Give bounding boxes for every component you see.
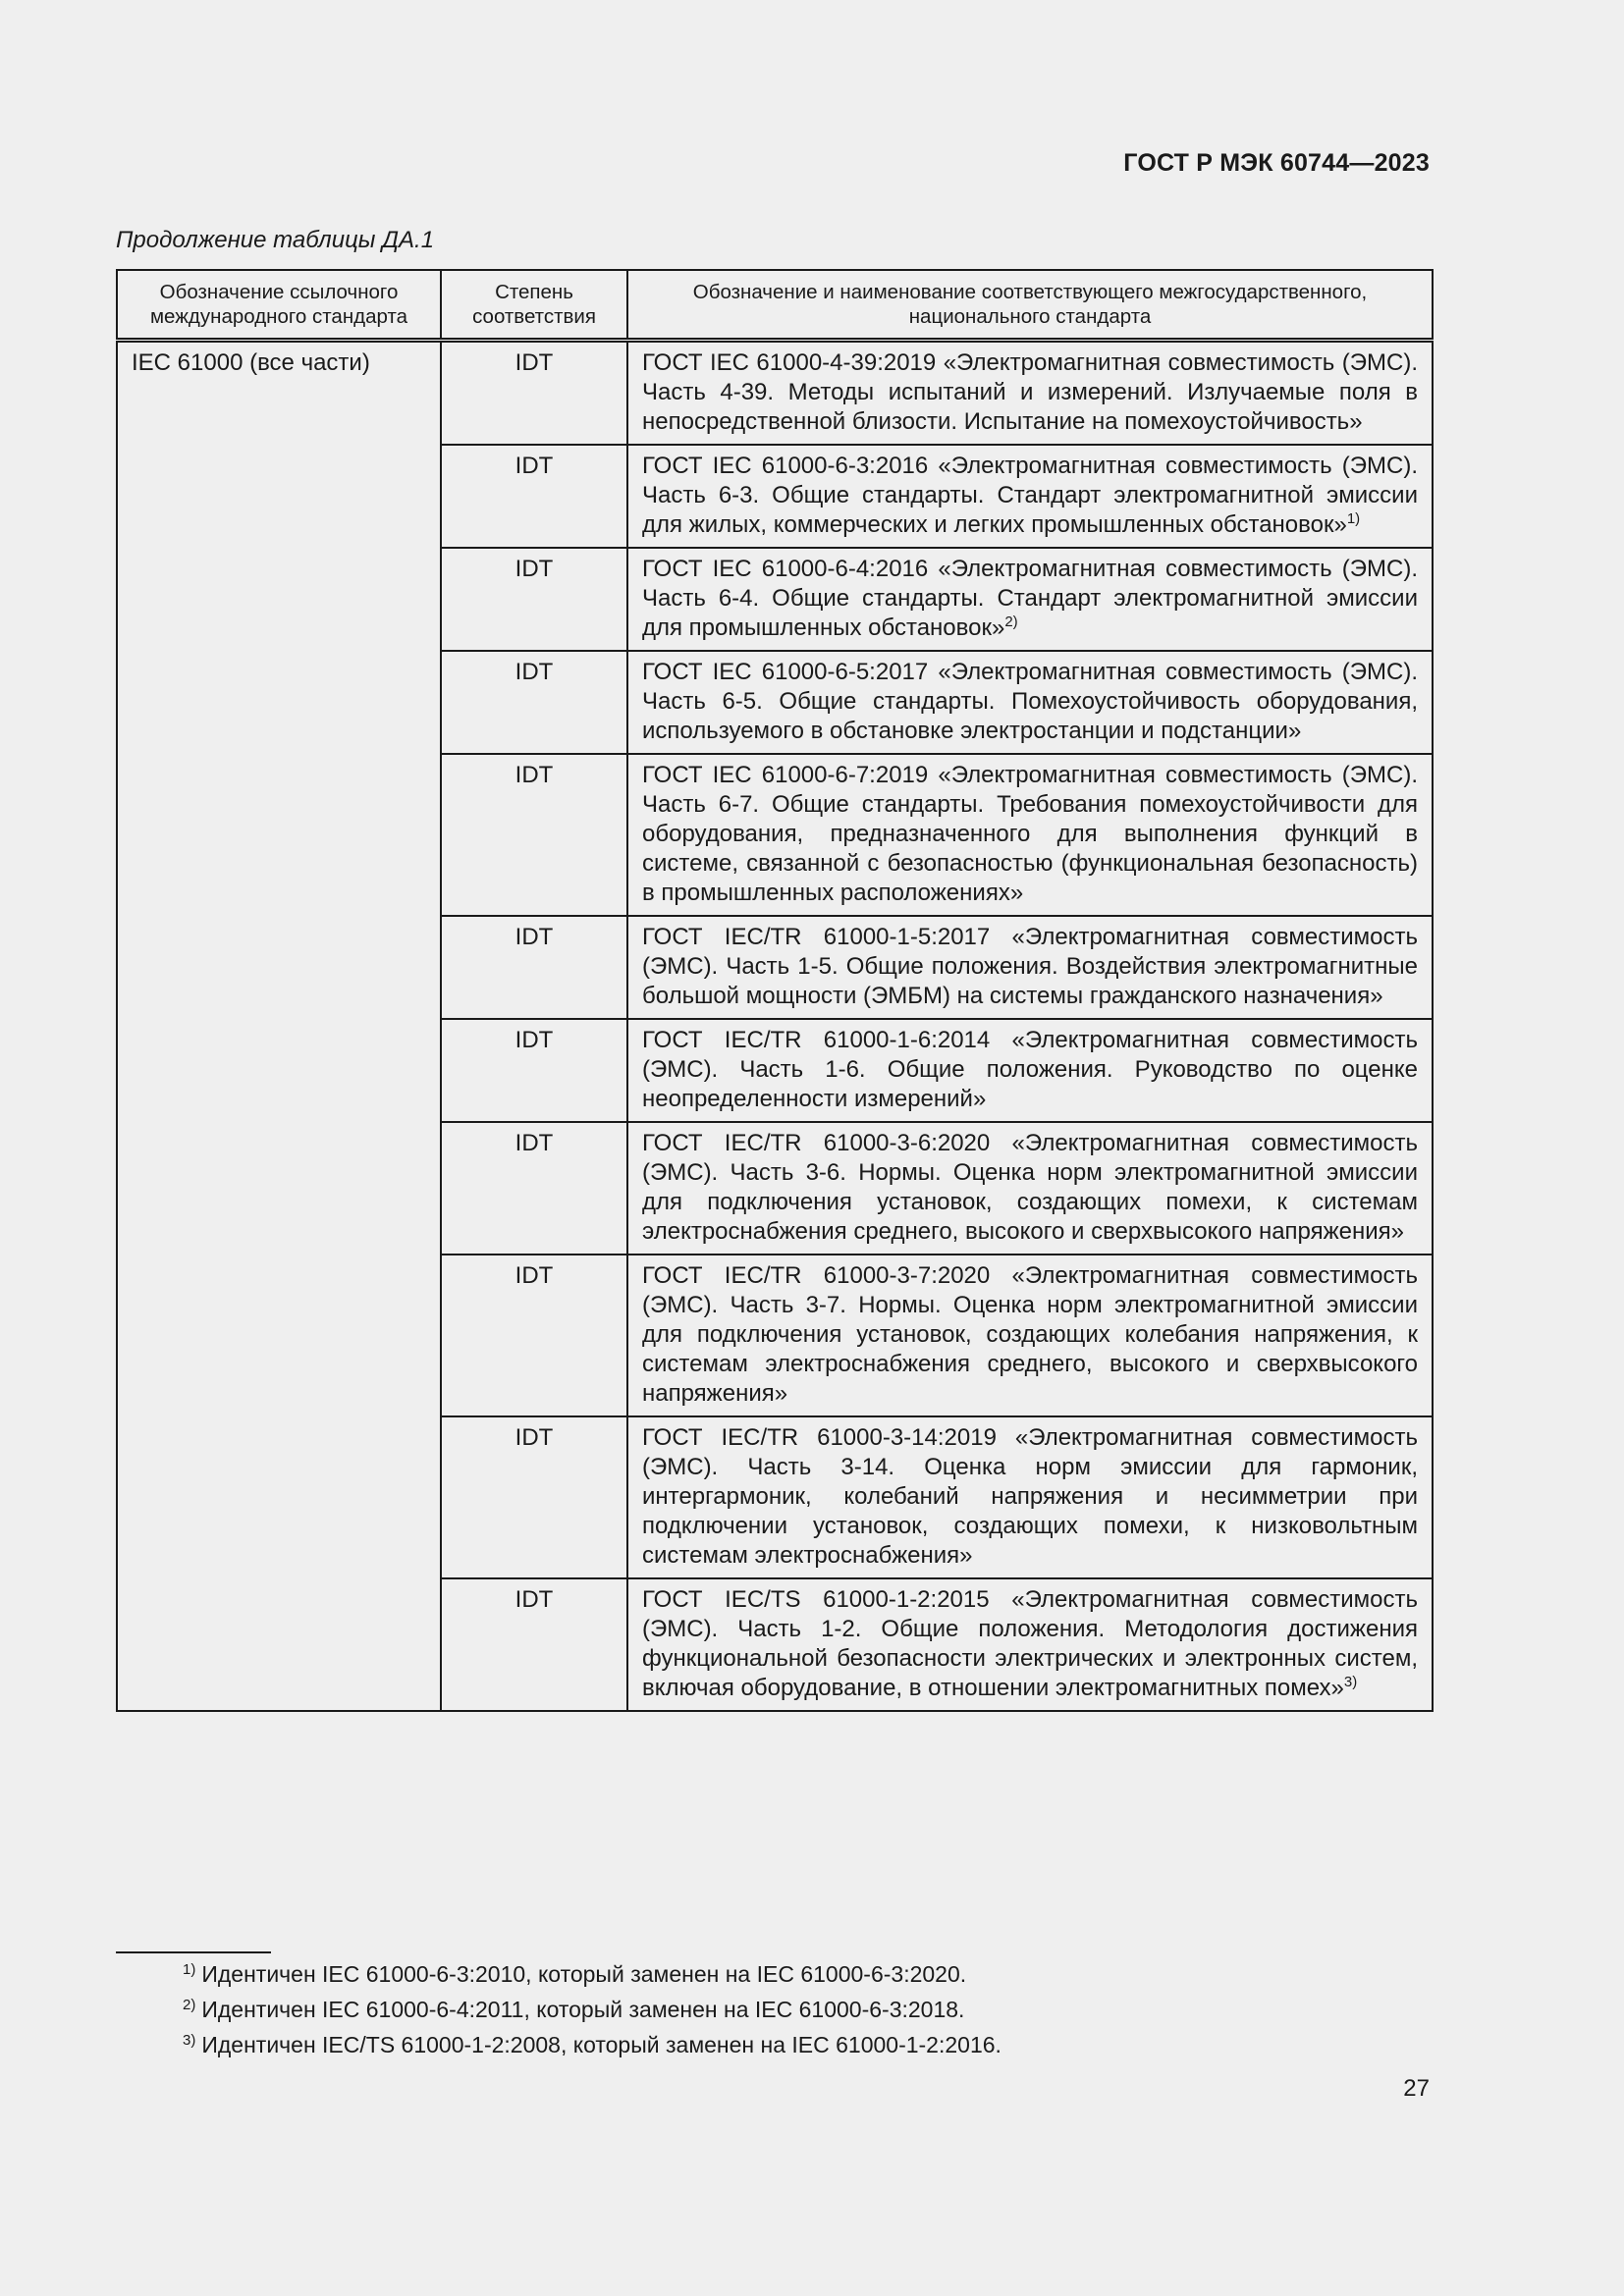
standards-table: [116, 269, 1434, 1712]
page-number: 27: [1403, 2075, 1430, 2102]
footnote-reference: 3): [1343, 1673, 1358, 1690]
standard-description-text: ГОСТ IEC/TR 61000-3-14:2019 «Электромагнитная совместимость (ЭМС). Часть 3-14. Оценка норм эмиссии для гармоник, интергармоник, колебаний напряжения и несимметрии при подключении установок, создающих помехи, к низковольтным системам электроснабжения»: [642, 1423, 1418, 1569]
table-caption: Продолжение таблицы ДА.1: [116, 227, 435, 253]
degree-cell: IDT: [441, 548, 627, 651]
footnote-divider: [116, 1951, 271, 1953]
standard-description-cell: [627, 1578, 1433, 1711]
footnote-mark: 1): [183, 1961, 196, 1978]
table-header-row: [117, 270, 1433, 340]
standard-description-text: ГОСТ IEC 61000-6-3:2016 «Электромагнитная совместимость (ЭМС). Часть 6-3. Общие стандарты. Стандарт электромагнитной эмиссии для жилых, коммерческих и легких промышленных обстановок»: [642, 452, 1418, 538]
degree-cell: IDT: [441, 916, 627, 1019]
standard-description-cell: [627, 916, 1433, 1019]
standard-description-text: ГОСТ IEC/TS 61000-1-2:2015 «Электромагнитная совместимость (ЭМС). Часть 1-2. Общие положения. Методология достижения функциональной безопасности электрических и электронных систем, включая оборудование, в отношении электромагнитных помех»: [642, 1585, 1418, 1701]
degree-cell: IDT: [441, 1416, 627, 1578]
degree-cell: IDT: [441, 340, 627, 445]
standard-description-text: ГОСТ IEC 61000-6-7:2019 «Электромагнитная совместимость (ЭМС). Часть 6-7. Общие стандарты. Требования помехоустойчивости для оборудования, предназначенного для выполнения функций в системе, связанной с безопасностью (функциональная безопасность) в промышленных расположениях»: [642, 761, 1418, 906]
column-header-degree: Степень соответствия: [441, 270, 627, 340]
footnote-reference: 2): [1004, 613, 1018, 630]
reference-standard-cell: IEC 61000 (все части): [117, 340, 441, 1711]
footnote-text: Идентичен IEC/TS 61000-1-2:2008, который заменен на IEC 61000-1-2:2016.: [201, 2032, 1001, 2057]
table-body: [117, 340, 1433, 1711]
standard-description-cell: [627, 754, 1433, 916]
degree-cell: IDT: [441, 445, 627, 548]
footnote-mark: 2): [183, 1997, 196, 2013]
standard-description-cell: [627, 1122, 1433, 1255]
standard-description-text: ГОСТ IEC/TR 61000-1-5:2017 «Электромагнитная совместимость (ЭМС). Часть 1-5. Общие положения. Воздействия электромагнитные большой мощности (ЭМБМ) на системы гражданского назначения»: [642, 923, 1418, 1009]
standard-description-cell: [627, 1255, 1433, 1416]
footnote: [183, 2027, 1001, 2062]
document-header: ГОСТ Р МЭК 60744—2023: [1123, 149, 1430, 177]
standard-description-cell: [627, 1019, 1433, 1122]
standard-description-cell: [627, 651, 1433, 754]
degree-cell: IDT: [441, 1578, 627, 1711]
degree-cell: IDT: [441, 1019, 627, 1122]
degree-cell: IDT: [441, 1255, 627, 1416]
standard-description-cell: [627, 548, 1433, 651]
footnote: [183, 1956, 1001, 1992]
degree-cell: IDT: [441, 1122, 627, 1255]
standard-description-text: ГОСТ IEC/TR 61000-3-6:2020 «Электромагнитная совместимость (ЭМС). Часть 3-6. Нормы. Оценка норм электромагнитной эмиссии для подключения установок, создающих помехи, к системам электроснабжения среднего, высокого и сверхвысокого напряжения»: [642, 1129, 1418, 1245]
footnote-mark: 3): [183, 2032, 196, 2049]
standard-description-text: ГОСТ IEC 61000-6-4:2016 «Электромагнитная совместимость (ЭМС). Часть 6-4. Общие стандарты. Стандарт электромагнитной эмиссии для промышленных обстановок»: [642, 555, 1418, 641]
standard-description-text: ГОСТ IEC 61000-4-39:2019 «Электромагнитная совместимость (ЭМС). Часть 4-39. Методы испытаний и измерений. Излучаемые поля в непосредственной близости. Испытание на помехоустойчивость»: [642, 348, 1418, 435]
footnote-text: Идентичен IEC 61000-6-3:2010, который заменен на IEC 61000-6-3:2020.: [201, 1961, 967, 1987]
standard-description-cell: [627, 340, 1433, 445]
standard-description-text: ГОСТ IEC/TR 61000-1-6:2014 «Электромагнитная совместимость (ЭМС). Часть 1-6. Общие положения. Руководство по оценке неопределенности измерений»: [642, 1026, 1418, 1112]
footnote-text: Идентичен IEC 61000-6-4:2011, который заменен на IEC 61000-6-3:2018.: [201, 1997, 965, 2022]
column-header-standard: Обозначение и наименование соответствующего межгосударственного, национального стандарта: [627, 270, 1433, 340]
standard-description-cell: [627, 445, 1433, 548]
footnote: [183, 1992, 1001, 2027]
standard-description-text: ГОСТ IEC/TR 61000-3-7:2020 «Электромагнитная совместимость (ЭМС). Часть 3-7. Нормы. Оценка норм электромагнитной эмиссии для подключения установок, создающих колебания напряжения, к системам электроснабжения среднего, высокого и сверхвысокого напряжения»: [642, 1261, 1418, 1407]
standard-description-text: ГОСТ IEC 61000-6-5:2017 «Электромагнитная совместимость (ЭМС). Часть 6-5. Общие стандарты. Помехоустойчивость оборудования, используемого в обстановке электростанции и подстанции»: [642, 658, 1418, 744]
standard-description-cell: [627, 1416, 1433, 1578]
footnote-reference: 1): [1346, 509, 1361, 527]
footnotes: [183, 1956, 1001, 2062]
table-row: [117, 340, 1433, 445]
degree-cell: IDT: [441, 754, 627, 916]
degree-cell: IDT: [441, 651, 627, 754]
column-header-reference: Обозначение ссылочного международного стандарта: [117, 270, 441, 340]
